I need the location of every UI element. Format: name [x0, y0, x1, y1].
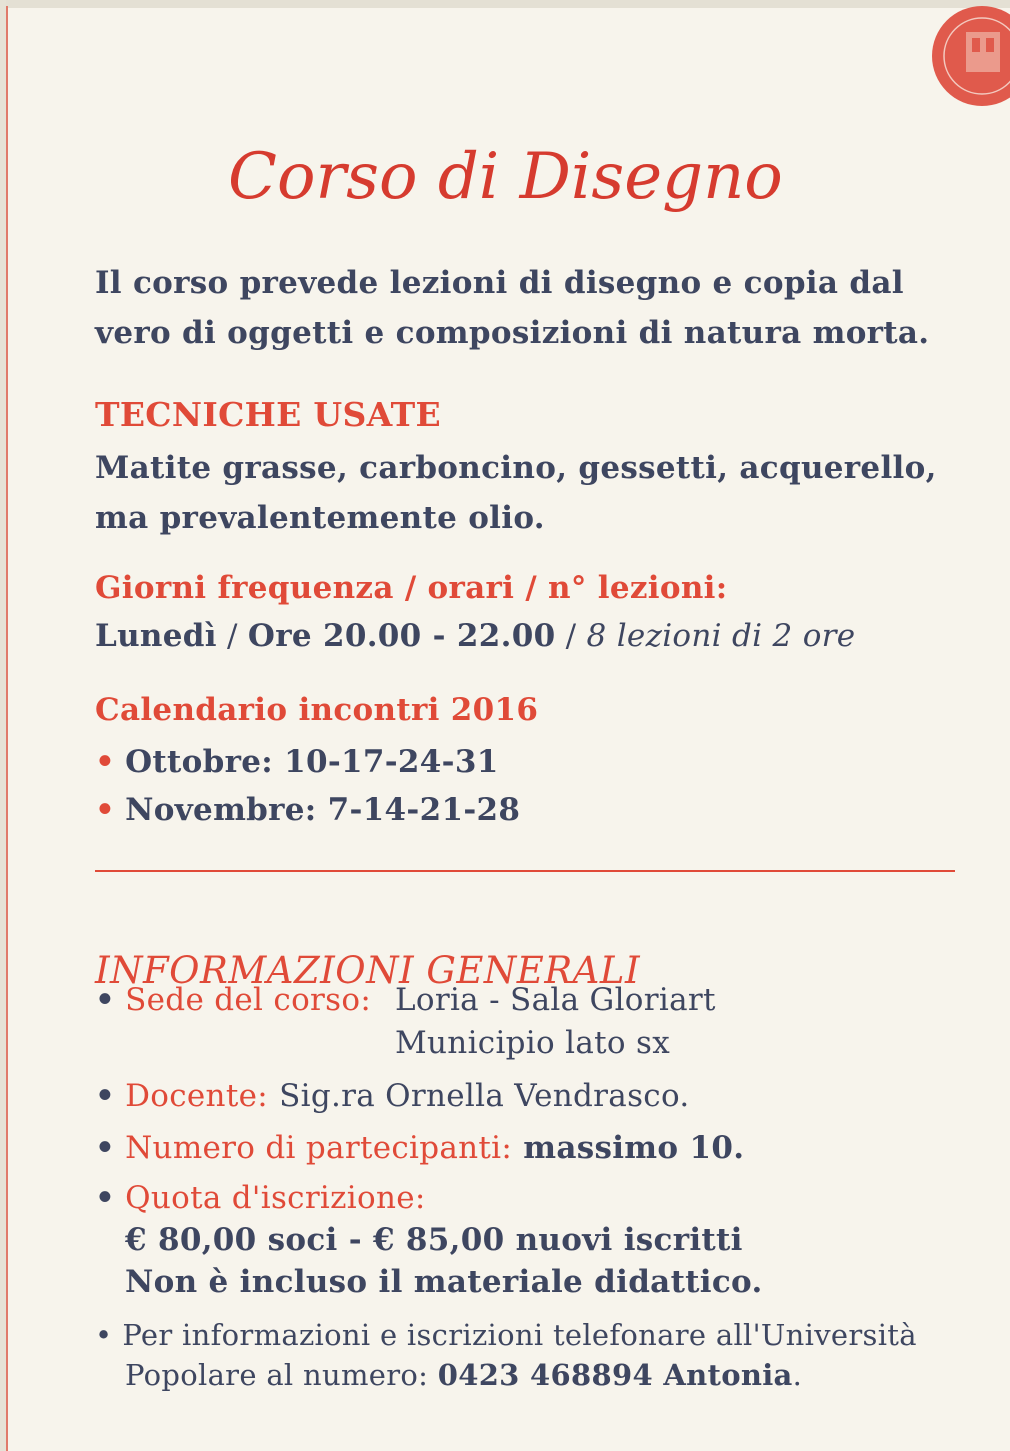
- bullet-icon: •: [95, 1318, 113, 1352]
- participants-label: Numero di partecipanti:: [125, 1130, 513, 1166]
- teacher-label: Docente:: [125, 1078, 268, 1114]
- contact-end: .: [792, 1358, 803, 1392]
- venue-line-1: Loria - Sala Gloriart: [395, 982, 716, 1018]
- university-seal-logo: [928, 4, 1010, 116]
- bullet-icon: •: [95, 1078, 116, 1114]
- venue-label: Sede del corso:: [125, 982, 372, 1018]
- schedule-separator: /: [555, 618, 587, 654]
- contact-line-2: [125, 1358, 802, 1392]
- schedule-lessons: 8 lezioni di 2 ore: [586, 618, 856, 654]
- calendar-item: [95, 792, 520, 828]
- contact-line-1: Per informazioni e iscrizioni telefonare all'Università: [122, 1318, 917, 1352]
- bullet-icon: •: [95, 1180, 116, 1216]
- techniques-line-2: ma prevalentemente olio.: [95, 500, 545, 536]
- info-teacher: [95, 1078, 690, 1114]
- info-heading: INFORMAZIONI GENERALI: [95, 949, 641, 992]
- calendar-item-text: Ottobre: 10-17-24-31: [125, 744, 499, 780]
- schedule-separator: /: [216, 618, 248, 654]
- techniques-line-1: Matite grasse, carboncino, gessetti, acquerello,: [95, 450, 937, 486]
- contact-number: 0423 468894 Antonia: [437, 1358, 793, 1392]
- bullet-icon: •: [95, 744, 116, 780]
- fee-label: Quota d'iscrizione:: [125, 1180, 426, 1216]
- info-contact: [95, 1318, 917, 1352]
- venue-line-2: Municipio lato sx: [395, 1025, 671, 1061]
- info-participants: [95, 1130, 744, 1166]
- calendar-item: [95, 744, 499, 780]
- participants-value: massimo 10.: [523, 1130, 745, 1166]
- fee-line-1: € 80,00 soci - € 85,00 nuovi iscritti: [125, 1222, 743, 1258]
- teacher-value: Sig.ra Ornella Vendrasco.: [279, 1078, 690, 1114]
- bullet-icon: •: [95, 1130, 116, 1166]
- schedule-line: [95, 618, 855, 654]
- info-fee: [95, 1180, 426, 1216]
- intro-line-2: vero di oggetti e composizioni di natura morta.: [95, 315, 930, 351]
- title-heading: [220, 88, 820, 218]
- schedule-hours: Ore 20.00 - 22.00: [247, 618, 556, 654]
- fee-line-2: Non è incluso il materiale didattico.: [125, 1264, 763, 1300]
- intro-line-1: Il corso prevede lezioni di disegno e copia dal: [95, 265, 904, 301]
- divider: [95, 870, 955, 872]
- bullet-icon: •: [95, 982, 116, 1018]
- techniques-heading: TECNICHE USATE: [95, 395, 441, 434]
- contact-prefix: Popolare al numero:: [125, 1358, 438, 1392]
- calendar-item-text: Novembre: 7-14-21-28: [125, 792, 521, 828]
- top-edge: [0, 0, 1010, 8]
- left-red-line: [6, 6, 8, 1451]
- info-venue: [95, 982, 371, 1018]
- schedule-heading: Giorni frequenza / orari / n° lezioni:: [95, 570, 728, 606]
- bullet-icon: •: [95, 792, 116, 828]
- calendar-heading: Calendario incontri 2016: [95, 692, 539, 728]
- title-text: Corso di Disegno: [228, 140, 783, 214]
- schedule-day: Lunedì: [95, 618, 217, 654]
